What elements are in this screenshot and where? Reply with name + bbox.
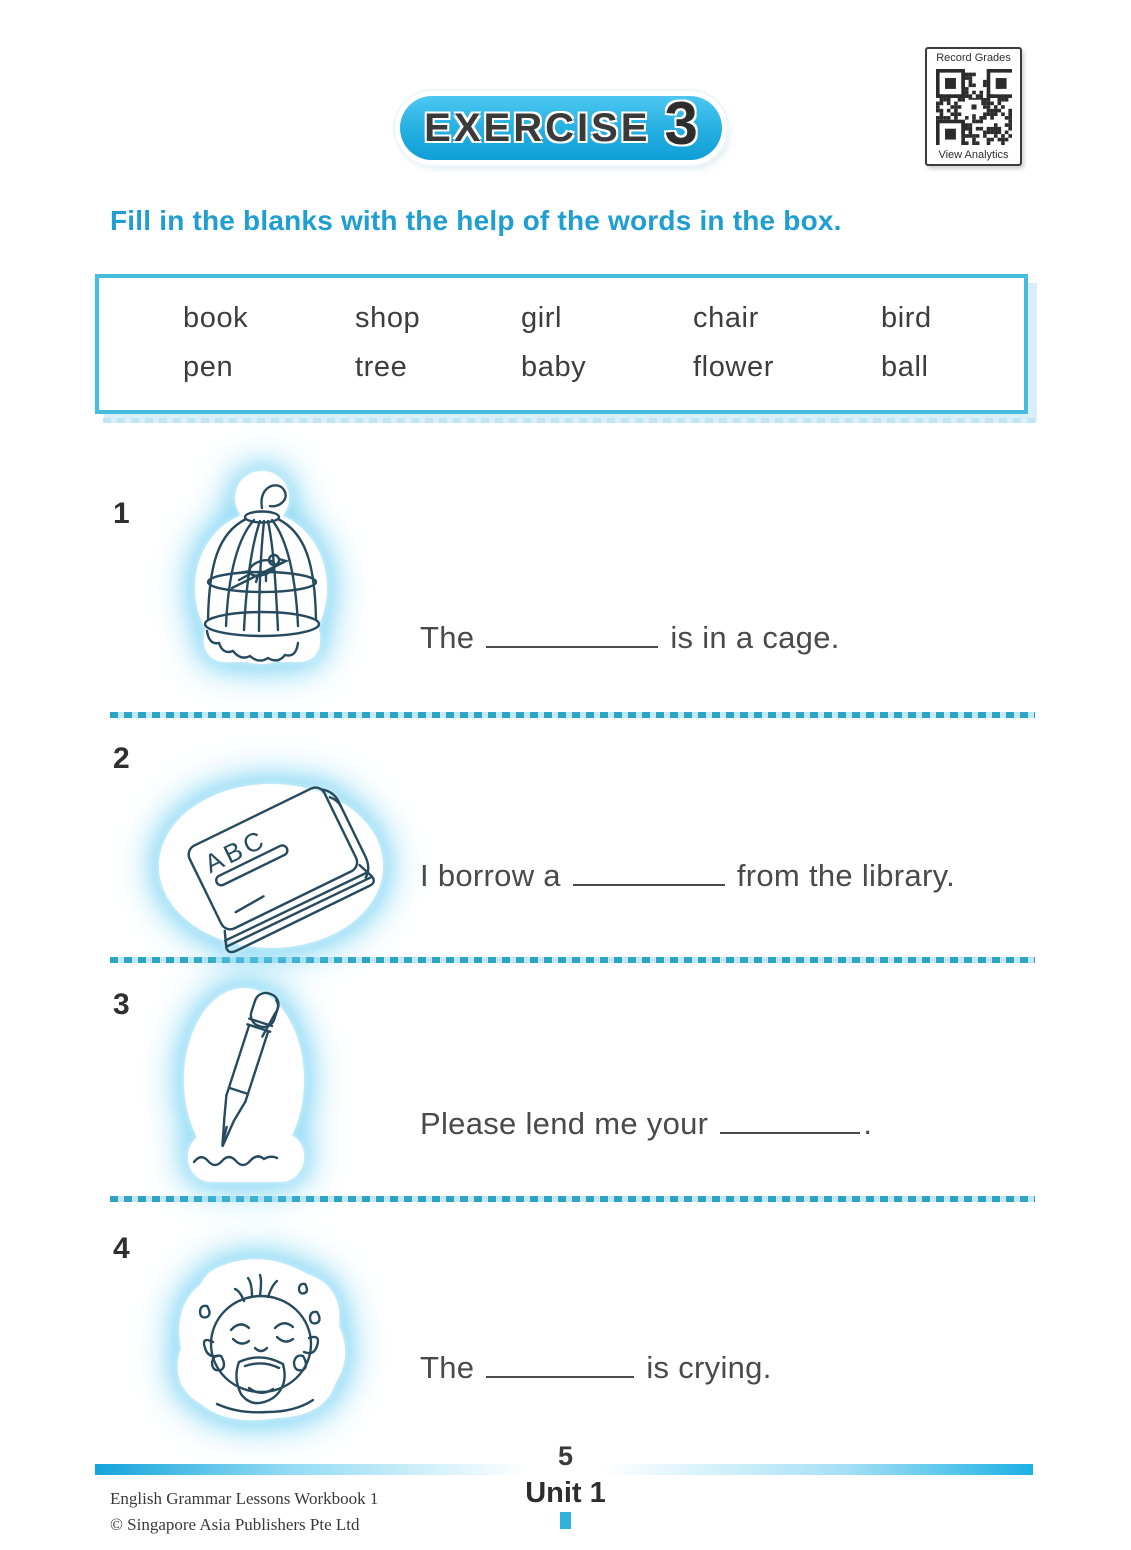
word-grid [99,278,1024,384]
sentence-4-before: The [420,1350,475,1385]
page-number: 5 [0,1441,1131,1472]
unit-label: Unit 1 [525,1477,606,1509]
sentence-2 [420,858,955,894]
word-option: baby [521,351,587,383]
word-option: ball [881,351,929,383]
sentence-4-after: is crying. [646,1350,772,1385]
sentence-4 [420,1350,772,1386]
copyright-line: © Singapore Asia Publishers Pte Ltd [110,1514,360,1534]
exercise-number: 3 [664,89,698,157]
sentence-1 [420,620,840,656]
sentence-3 [420,1106,872,1142]
sentence-2-after: from the library. [736,858,955,893]
word-box [95,274,1028,414]
bird-in-cage-illustration [178,468,346,675]
item-2-number: 2 [113,742,130,775]
exercise-label: EXERCISE [424,105,651,150]
answer-blank-2[interactable] [573,884,725,886]
pen-writing-illustration [160,980,332,1197]
word-option: girl [521,302,563,334]
workbook-title: English Grammar Lessons Workbook 1 [110,1489,379,1508]
word-option: flower [693,351,774,383]
sentence-2-before: I borrow a [420,858,561,893]
unit-marker [560,1512,571,1529]
qr-code-badge [925,47,1022,166]
qr-bottom-label: View Analytics [938,149,1009,161]
word-option: bird [881,302,932,334]
svg-text:ABC: ABC [199,823,272,879]
qr-top-label: Record Grades [936,52,1011,64]
sentence-1-after: is in a cage. [670,620,840,655]
word-option: tree [355,351,408,383]
word-option: book [183,302,249,334]
sentence-1-before: The [420,620,475,655]
abc-book-illustration [145,772,397,965]
sentence-3-before: Please lend me your [420,1106,709,1141]
word-option: pen [183,351,234,383]
item-1-number: 1 [113,497,130,530]
answer-blank-1[interactable] [486,646,658,648]
answer-blank-4[interactable] [486,1376,634,1378]
sentence-3-after: . [863,1106,873,1141]
word-option: shop [355,302,421,334]
item-4-number: 4 [113,1232,130,1265]
answer-blank-3[interactable] [720,1132,860,1134]
instruction-text: Fill in the blanks with the help of the words in the box. [110,205,842,236]
crying-baby-illustration [155,1256,367,1433]
exercise-banner [400,89,722,160]
item-3-number: 3 [113,988,130,1021]
qr-code-pattern [936,69,1012,145]
dashed-divider [110,712,1035,718]
word-option: chair [693,302,759,334]
